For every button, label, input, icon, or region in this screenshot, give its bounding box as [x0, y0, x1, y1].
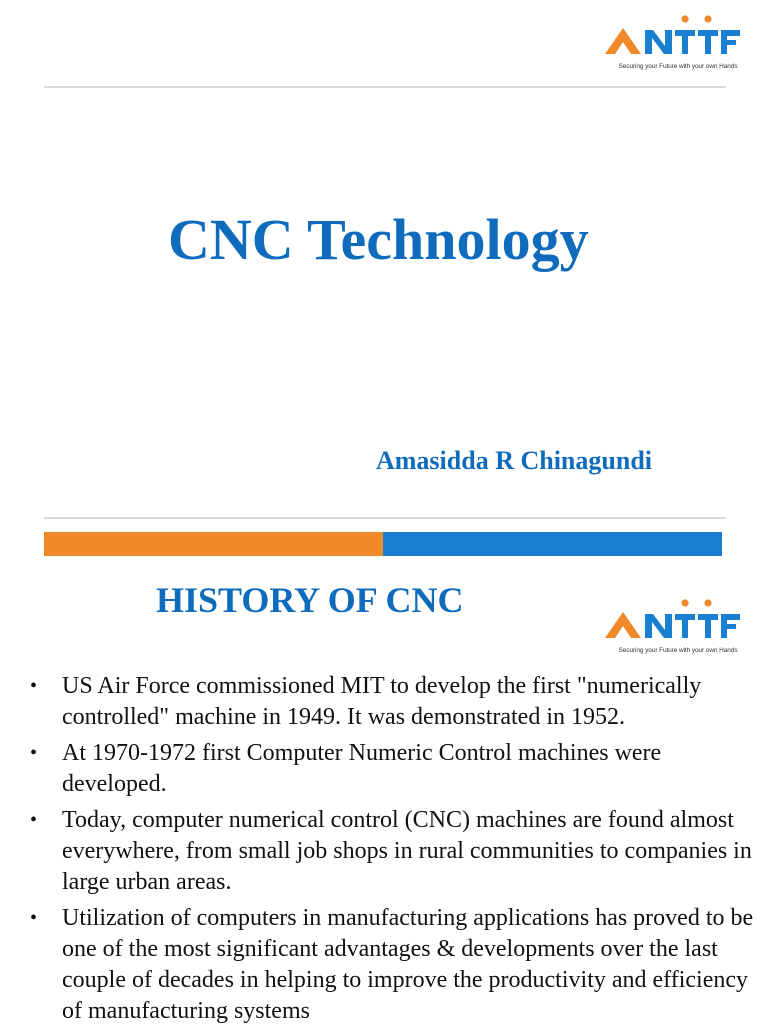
bullet-text: Utilization of computers in manufacturing applications has proved to be one of the most significant advantages & developments over the last couple of decades in helping to improve the productivity and efficiency of manufacturing systems [62, 905, 754, 1024]
bullet-text: At 1970-1972 first Computer Numeric Control machines were developed. [62, 740, 662, 797]
list-item [30, 738, 755, 800]
divider-line [44, 517, 726, 519]
bullet-icon: • [30, 742, 38, 764]
divider-line [44, 86, 726, 88]
author-name: Amasidda R Chinagundi [376, 446, 652, 475]
logo-tagline: Securing your Future with your own Hands [618, 63, 738, 70]
slide-heading: HISTORY OF CNC [156, 580, 464, 620]
nttf-logo-mark [603, 12, 753, 62]
logo-tagline: Securing your Future with your own Hands [618, 647, 738, 654]
bullet-text: US Air Force commissioned MIT to develop the first "numerically controlled" machine in 1949. It was demonstrated in 1952. [62, 673, 702, 730]
history-bullet-list [30, 671, 755, 1032]
slide-title: CNC Technology [168, 207, 589, 272]
nttf-logo [603, 596, 753, 658]
bullet-icon: • [30, 675, 38, 697]
list-item [30, 903, 755, 1027]
blue-bar [383, 532, 722, 556]
bullet-text: Today, computer numerical control (CNC) machines are found almost everywhere, from small job shops in rural communities to companies in large urban areas. [62, 807, 752, 895]
list-item [30, 671, 755, 733]
nttf-logo-mark [603, 596, 753, 646]
bullet-icon: • [30, 907, 38, 929]
nttf-logo [603, 12, 753, 74]
bullet-icon: • [30, 809, 38, 831]
orange-bar [44, 532, 383, 556]
list-item [30, 805, 755, 898]
